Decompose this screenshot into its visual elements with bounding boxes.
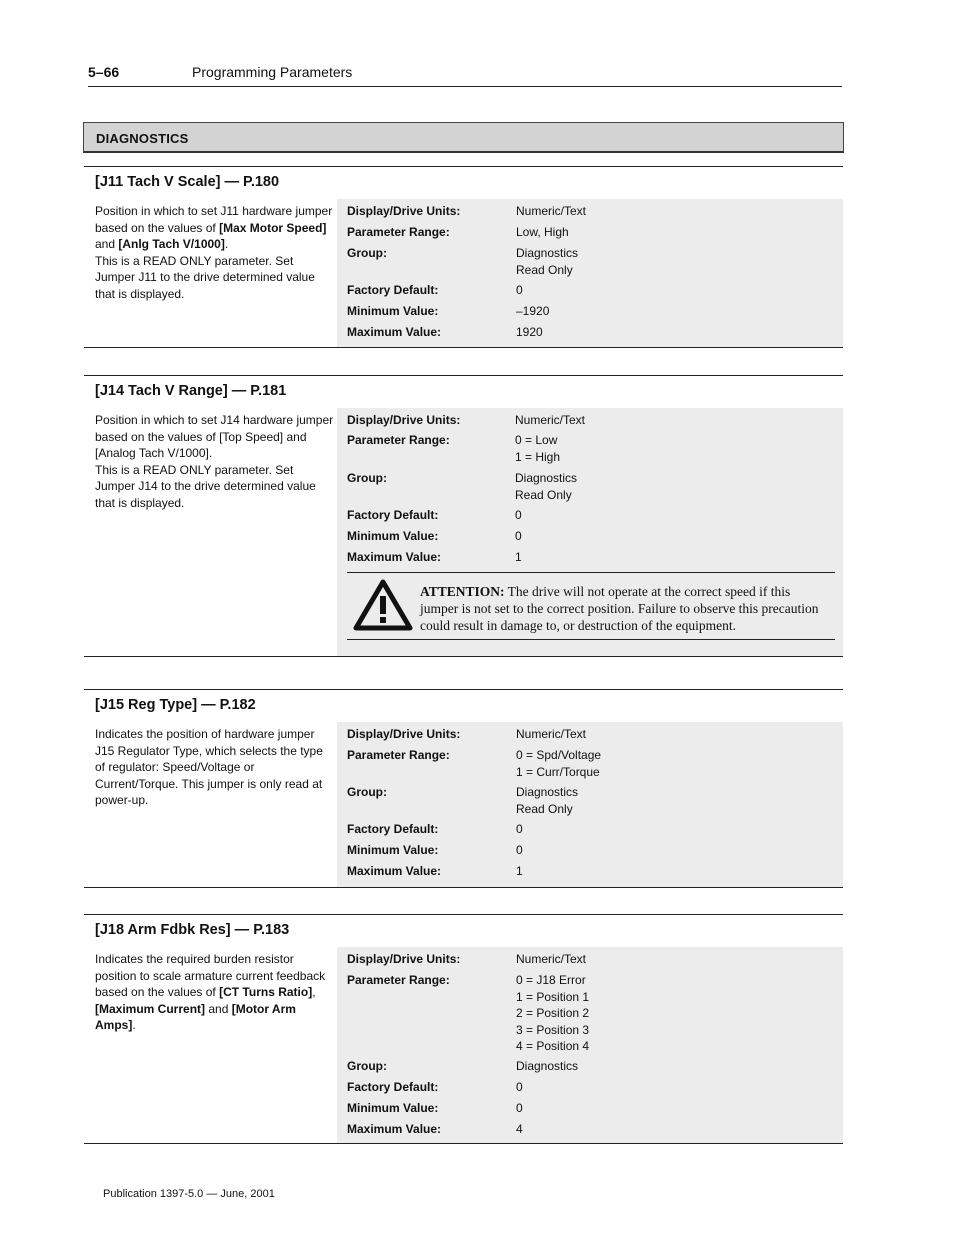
- label-max: Maximum Value:: [347, 1122, 442, 1136]
- label-range: Parameter Range:: [347, 748, 450, 762]
- label-units: Display/Drive Units:: [347, 727, 461, 741]
- value-max: 4: [516, 1122, 523, 1136]
- parameter-section-j15: [84, 689, 843, 888]
- label-default: Factory Default:: [347, 508, 439, 522]
- label-min: Minimum Value:: [347, 304, 439, 318]
- parameter-info-panel: [337, 199, 843, 347]
- parameter-title: [J14 Tach V Range] — P.181: [95, 383, 287, 399]
- value-units: Numeric/Text: [515, 413, 586, 427]
- attention-label: ATTENTION:: [420, 584, 505, 599]
- value-default: 0: [516, 822, 523, 836]
- label-range: Parameter Range:: [347, 973, 450, 987]
- value-max: 1: [516, 864, 523, 878]
- parameter-reference: [Max Motor Speed]: [219, 220, 327, 235]
- label-group: Group:: [347, 246, 387, 260]
- label-default: Factory Default:: [347, 283, 439, 297]
- value-max: 1: [515, 550, 522, 564]
- parameter-description: Indicates the position of hardware jumper J15 Regulator Type, which selects the type of regulator: Speed/Voltage or Current/Torque. This jumper is only read at power-up.: [95, 727, 323, 807]
- label-units: Display/Drive Units:: [347, 413, 461, 427]
- parameter-title: [J15 Reg Type] — P.182: [95, 697, 256, 713]
- value-group: Diagnostics Read Only: [516, 785, 579, 816]
- attention-body: The drive will not operate at the correct speed if this jumper is not set to the correct position. Failure to observe this precaution could result in damage to, or destruction of the equipment.: [420, 584, 819, 633]
- parameter-reference: [Anlg Tach V/1000]: [118, 237, 225, 251]
- label-max: Maximum Value:: [347, 550, 442, 564]
- label-group: Group:: [347, 1059, 387, 1073]
- value-max: 1920: [516, 325, 543, 339]
- parameter-section-j11: [84, 166, 843, 348]
- value-min: –1920: [516, 304, 550, 318]
- parameter-title: [J18 Arm Fdbk Res] — P.183: [95, 922, 290, 938]
- parameter-reference: [Maximum Current]: [95, 1001, 206, 1016]
- value-range: Low, High: [516, 225, 569, 239]
- parameter-info-panel: [337, 722, 843, 887]
- page-number: 5–66: [88, 64, 120, 80]
- label-min: Minimum Value:: [347, 529, 439, 543]
- label-range: Parameter Range:: [347, 433, 450, 447]
- parameter-info-panel: [337, 947, 843, 1143]
- value-units: Numeric/Text: [516, 204, 587, 218]
- parameter-reference: [Motor Arm Amps]: [95, 1001, 296, 1032]
- page-title: Programming Parameters: [192, 64, 353, 80]
- warning-triangle-icon: [353, 579, 413, 631]
- value-group: Diagnostics: [516, 1059, 579, 1073]
- label-range: Parameter Range:: [347, 225, 450, 239]
- value-range: 0 = Low 1 = High: [515, 433, 561, 464]
- value-units: Numeric/Text: [516, 952, 587, 966]
- attention-notice: [347, 572, 835, 640]
- attention-text: [420, 583, 820, 634]
- label-group: Group:: [347, 471, 387, 485]
- label-units: Display/Drive Units:: [347, 204, 461, 218]
- page-footer: Publication 1397-5.0 — June, 2001: [103, 1188, 275, 1200]
- label-default: Factory Default:: [347, 822, 439, 836]
- label-min: Minimum Value:: [347, 1101, 439, 1115]
- parameter-reference: [CT Turns Ratio]: [219, 985, 313, 999]
- parameter-title: [J11 Tach V Scale] — P.180: [95, 174, 280, 190]
- value-range: 0 = J18 Error 1 = Position 1 2 = Position 2 3 = Position 3 4 = Position 4: [516, 973, 590, 1053]
- label-default: Factory Default:: [347, 1080, 439, 1094]
- label-group: Group:: [347, 785, 387, 799]
- label-max: Maximum Value:: [347, 325, 442, 339]
- value-default: 0: [516, 283, 523, 297]
- parameter-description: Position in which to set J14 hardware jumper based on the values of [Top Speed] and [Analog Tach V/1000]. This is a READ ONLY parameter. Set Jumper J14 to the drive determined value that is displayed.: [95, 413, 334, 510]
- parameter-description: Indicates the required burden resistor position to scale armature current feedback based on the values of [CT Turns Ratio], [Maximum Current] and [Motor Arm Amps].: [95, 952, 326, 1032]
- parameter-info-panel: [337, 408, 843, 656]
- value-min: 0: [515, 529, 522, 543]
- value-default: 0: [516, 1080, 523, 1094]
- value-default: 0: [515, 508, 522, 522]
- page-header: [88, 64, 842, 87]
- value-range: 0 = Spd/Voltage 1 = Curr/Torque: [516, 748, 602, 779]
- label-units: Display/Drive Units:: [347, 952, 461, 966]
- value-group: Diagnostics Read Only: [516, 246, 579, 277]
- parameter-section-j18: [84, 914, 843, 1144]
- parameter-description: Position in which to set J11 hardware jumper based on the values of [Max Motor Speed] and [Anlg Tach V/1000]. This is a READ ONLY parameter. Set Jumper J11 to the drive determined value that is displayed.: [95, 204, 333, 301]
- value-group: Diagnostics Read Only: [515, 471, 578, 502]
- label-min: Minimum Value:: [347, 843, 439, 857]
- label-max: Maximum Value:: [347, 864, 442, 878]
- parameter-section-j14: [84, 375, 843, 657]
- value-min: 0: [516, 1101, 523, 1115]
- value-min: 0: [516, 843, 523, 857]
- value-units: Numeric/Text: [516, 727, 587, 741]
- section-banner: [83, 122, 844, 153]
- banner-label: DIAGNOSTICS: [96, 131, 189, 146]
